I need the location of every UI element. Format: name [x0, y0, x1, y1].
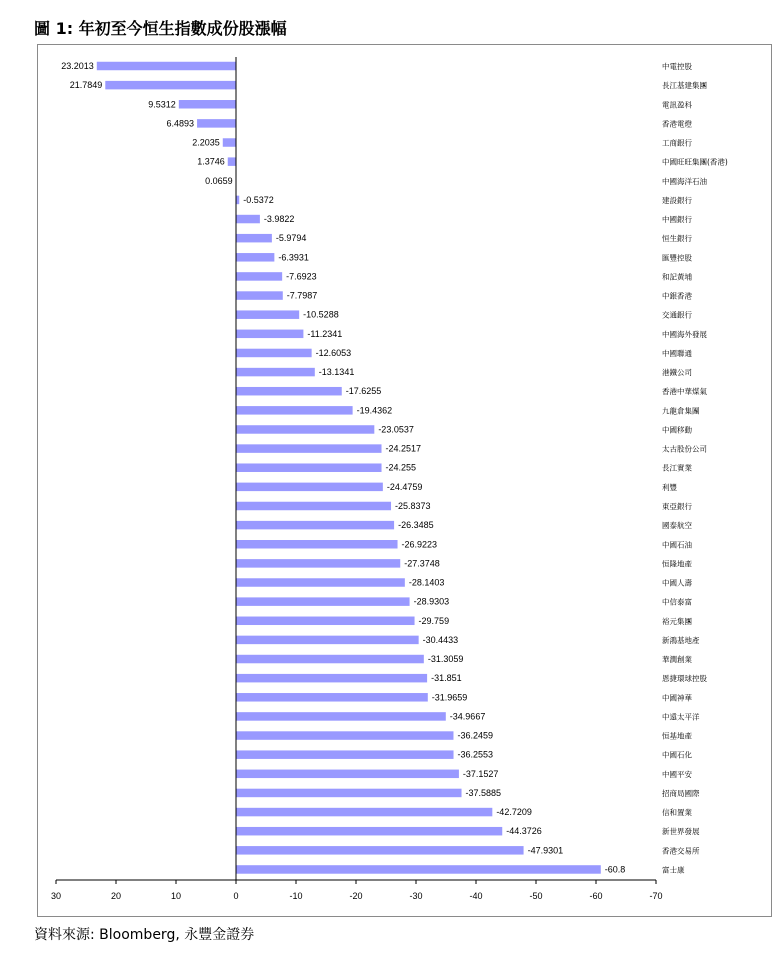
category-label: 新鴻基地產	[662, 635, 700, 645]
data-label: -34.9667	[449, 711, 486, 722]
data-label: -24.4759	[386, 481, 423, 492]
bar	[236, 425, 374, 434]
category-label: 中國石油	[662, 540, 692, 550]
bar	[236, 617, 415, 626]
x-tick-label: 30	[50, 891, 62, 901]
category-label: 中國人壽	[662, 578, 692, 588]
category-label: 恒隆地產	[662, 559, 692, 569]
bar	[236, 291, 283, 300]
chart-title: 圖 1: 年初至今恒生指數成份股漲幅	[34, 19, 287, 38]
x-tick-label: 0	[233, 891, 239, 901]
data-label: -37.1527	[462, 768, 499, 779]
category-label: 新世界發展	[662, 827, 700, 837]
category-label: 中國海外發展	[662, 329, 707, 339]
category-label: 信和置業	[662, 808, 692, 818]
category-label: 中國平安	[662, 769, 692, 779]
data-label: -31.9659	[431, 692, 468, 703]
bar	[97, 62, 236, 71]
category-label: 恒基地產	[662, 731, 692, 741]
data-label: -28.9303	[413, 596, 450, 607]
data-label: -10.5288	[303, 309, 339, 320]
bar	[236, 215, 260, 224]
x-tick-label: -20	[349, 891, 363, 901]
data-label: -36.2459	[457, 730, 494, 741]
data-label: -26.9223	[401, 539, 438, 550]
bar	[236, 789, 462, 798]
category-label: 富士康	[662, 865, 685, 875]
bar	[236, 310, 299, 319]
data-label: 0.0659	[205, 175, 233, 186]
bar	[236, 387, 342, 396]
category-label: 中遠太平洋	[662, 712, 700, 722]
category-label: 中國石化	[662, 750, 692, 760]
category-label: 中國海洋石油	[662, 176, 707, 186]
category-label: 香港中華煤氣	[662, 387, 707, 397]
bar	[236, 540, 398, 549]
bar	[236, 444, 382, 453]
bar	[236, 808, 492, 817]
data-label: -24.2517	[385, 443, 422, 454]
source-note: 資料來源: Bloomberg, 永豐金證券	[34, 927, 255, 943]
category-label: 中國銀行	[662, 215, 692, 225]
bar	[236, 750, 454, 759]
x-tick-label: -50	[529, 891, 543, 901]
bar	[236, 674, 427, 683]
bar	[236, 521, 394, 530]
data-label: -6.3931	[278, 252, 309, 263]
data-label: -23.0537	[378, 424, 414, 435]
data-label: -7.7987	[286, 290, 318, 301]
category-label: 中國聯通	[662, 348, 692, 358]
category-label: 招商局國際	[662, 788, 700, 798]
data-label: -42.7209	[496, 807, 532, 818]
category-label: 工商銀行	[662, 138, 692, 148]
data-label: -31.851	[431, 673, 462, 684]
data-label: -37.5885	[465, 787, 502, 798]
category-label: 匯豐控股	[662, 253, 692, 263]
bar	[236, 827, 502, 836]
data-label: 21.7849	[69, 80, 103, 91]
data-label: 23.2013	[61, 61, 94, 71]
bar	[236, 272, 282, 281]
bar	[236, 483, 383, 492]
data-label: -60.8	[604, 864, 626, 875]
bar	[236, 636, 419, 645]
bar	[179, 100, 236, 109]
data-label: -47.9301	[527, 845, 564, 856]
bar	[228, 157, 236, 166]
data-label: 2.2035	[192, 137, 220, 148]
bar	[236, 368, 315, 377]
category-label: 恒生銀行	[662, 234, 692, 244]
bar	[236, 597, 410, 606]
category-label: 中國神華	[662, 693, 692, 703]
data-label: -19.4362	[356, 405, 393, 416]
data-label: -28.1403	[408, 577, 445, 588]
category-label: 利豐	[662, 482, 677, 492]
data-label: 6.4893	[166, 118, 195, 129]
data-label: -24.255	[385, 462, 417, 473]
data-label: -44.3726	[506, 826, 542, 837]
bar	[236, 770, 459, 779]
x-tick-label: 10	[170, 891, 182, 901]
category-label: 中國移動	[662, 425, 692, 435]
data-label: -5.9794	[275, 233, 307, 244]
category-label: 恩捷環球控股	[662, 674, 707, 684]
data-label: 1.3746	[197, 156, 225, 167]
category-label: 電訊盈科	[662, 100, 692, 110]
bar	[236, 693, 428, 702]
category-label: 裕元集團	[662, 616, 692, 626]
bar	[236, 502, 391, 511]
category-label: 建設銀行	[662, 195, 692, 205]
category-label: 國泰航空	[662, 521, 692, 531]
data-label: -12.6053	[315, 347, 352, 358]
data-label: -30.4433	[422, 634, 459, 645]
category-label: 長江基建集團	[662, 81, 707, 91]
bar	[236, 463, 382, 472]
data-label: -25.8373	[395, 500, 431, 511]
x-tick-label: -60	[589, 891, 603, 901]
bar	[236, 655, 424, 664]
data-label: -31.3059	[427, 654, 464, 665]
data-label: 9.5312	[148, 99, 176, 110]
bar	[236, 559, 400, 568]
bar	[236, 330, 303, 339]
bar	[197, 119, 236, 128]
x-tick-label: -40	[469, 891, 483, 901]
data-label: -26.3485	[398, 520, 434, 531]
data-label: -3.9822	[263, 214, 295, 225]
x-tick-label: -10	[289, 891, 303, 901]
category-label: 香港電燈	[662, 119, 692, 129]
category-label: 交通銀行	[662, 310, 692, 320]
bar	[236, 578, 405, 587]
category-label: 長江實業	[662, 463, 692, 473]
data-label: -27.3748	[404, 558, 440, 569]
category-label: 東亞銀行	[662, 501, 692, 511]
data-label: -13.1341	[318, 367, 355, 378]
data-label: -17.6255	[345, 386, 382, 397]
bar	[236, 865, 601, 874]
bar	[236, 349, 312, 358]
data-label: -11.2341	[307, 328, 343, 339]
category-label: 香港交易所	[662, 846, 700, 856]
data-label: -36.2553	[457, 749, 494, 760]
bar	[236, 846, 524, 855]
category-label: 中電控股	[662, 62, 692, 71]
data-label: -0.5372	[243, 194, 274, 205]
category-label: 中國旺旺集團(香港)	[662, 157, 728, 167]
x-tick-label: -70	[649, 891, 663, 901]
bar	[223, 138, 236, 147]
data-label: -29.759	[418, 615, 450, 626]
bar	[236, 731, 453, 740]
category-label: 和記黃埔	[662, 272, 692, 282]
category-label: 港鐵公司	[662, 368, 692, 378]
bar	[236, 712, 446, 721]
bar	[105, 81, 236, 90]
x-tick-label: -30	[409, 891, 423, 901]
category-label: 華潤創業	[662, 655, 692, 665]
x-tick-label: 20	[110, 891, 122, 901]
category-label: 九龍倉集團	[662, 406, 700, 416]
bar	[236, 406, 353, 415]
category-label: 中銀香港	[662, 291, 692, 301]
bar	[236, 234, 272, 243]
data-label: -7.6923	[286, 271, 317, 282]
bar	[236, 253, 274, 261]
category-label: 中信泰富	[662, 597, 692, 607]
category-label: 太古股份公司	[662, 444, 707, 454]
